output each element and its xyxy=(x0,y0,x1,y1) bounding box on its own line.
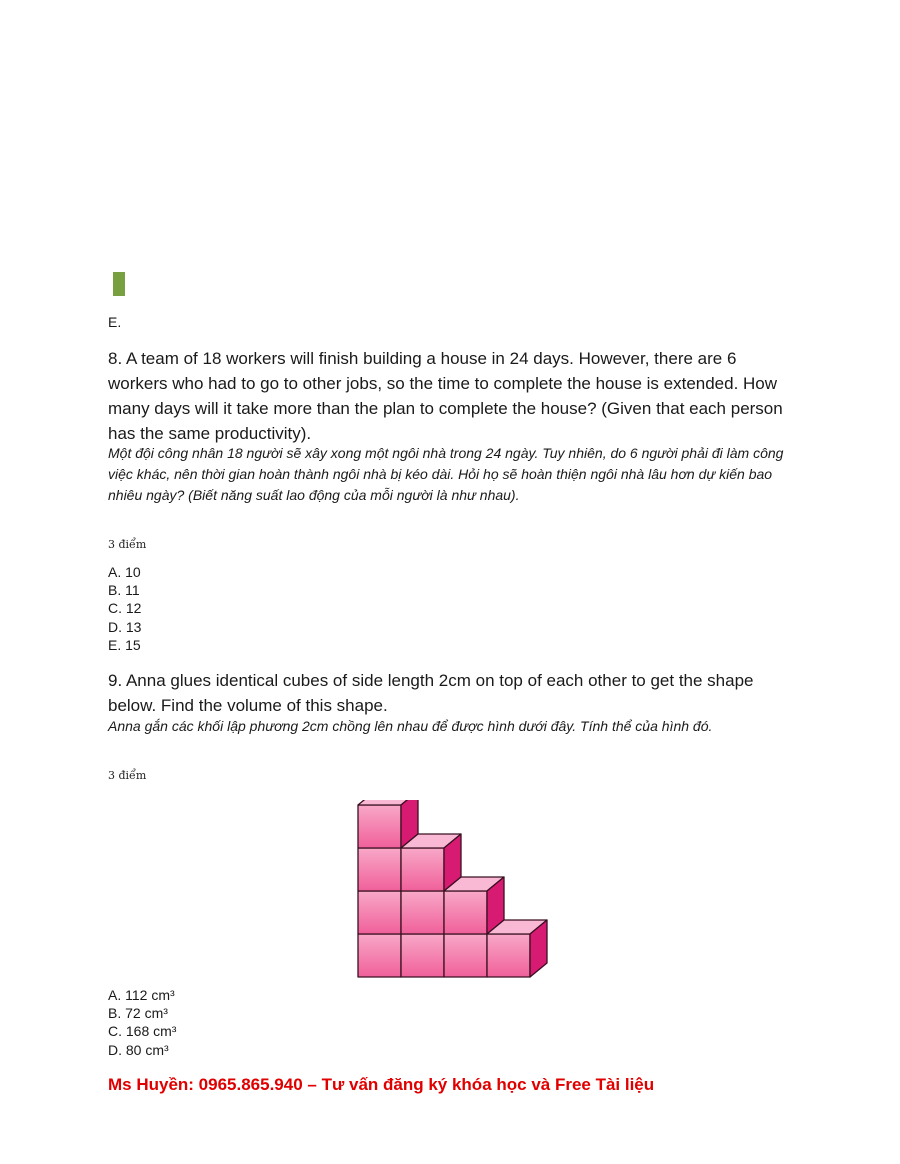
cube-staircase-figure xyxy=(355,800,550,980)
option-b[interactable]: B. 72 cm³ xyxy=(108,1005,168,1022)
question-9-points: 3 điểm xyxy=(108,769,147,782)
cube-front-face xyxy=(444,891,487,934)
cube-front-face xyxy=(358,934,401,977)
cube-front-face xyxy=(358,805,401,848)
cube-front-face xyxy=(401,848,444,891)
cube-front-face xyxy=(401,891,444,934)
option-c[interactable]: C. 12 xyxy=(108,600,142,617)
option-b[interactable]: B. 11 xyxy=(108,582,140,599)
prev-option-e: E. xyxy=(108,314,122,330)
question-9-vietnamese: Anna gắn các khối lập phương 2cm chồng lên nhau để được hình dưới đây. Tính thể của hình đó. xyxy=(108,718,713,734)
cube-front-face xyxy=(358,891,401,934)
bookmark-marker xyxy=(113,272,125,296)
cube-front-face xyxy=(444,934,487,977)
option-a[interactable]: A. 10 xyxy=(108,564,141,580)
question-8-points: 3 điểm xyxy=(108,538,147,551)
option-d[interactable]: D. 80 cm³ xyxy=(108,1041,169,1058)
question-9-options xyxy=(108,986,176,1059)
cube-front-face xyxy=(487,934,530,977)
question-8-vietnamese: Một đội công nhân 18 người sẽ xây xong một ngôi nhà trong 24 ngày. Tuy nhiên, do 6 người phải đi làm công việc khác, nên thời gian hoàn thành ngôi nhà bị kéo dài. Hỏi họ sẽ hoàn thiện ngôi nhà lâu hơn dự kiến bao nhiêu ngày? (Biết năng suất lao động của mỗi người là như nhau). xyxy=(108,445,784,503)
question-8-text: 8. A team of 18 workers will finish building a house in 24 days. However, there are 6 workers who had to go to other jobs, so the time to complete the house is extended. How many days will it take more than the plan to complete the house? (Given that each person has the same productivity). xyxy=(108,349,783,443)
option-c[interactable]: C. 168 cm³ xyxy=(108,1023,177,1040)
cube-front-face xyxy=(358,848,401,891)
footer-contact: Ms Huyền: 0965.865.940 – Tư vấn đăng ký khóa học và Free Tài liệu xyxy=(108,1075,655,1094)
option-d[interactable]: D. 13 xyxy=(108,618,142,635)
option-e[interactable]: E. 15 xyxy=(108,636,141,653)
cube-front-face xyxy=(401,934,444,977)
option-a[interactable]: A. 112 cm³ xyxy=(108,987,175,1003)
question-8-options xyxy=(108,563,141,654)
question-9-text: 9. Anna glues identical cubes of side length 2cm on top of each other to get the shape below. Find the volume of this shape. xyxy=(108,671,754,715)
